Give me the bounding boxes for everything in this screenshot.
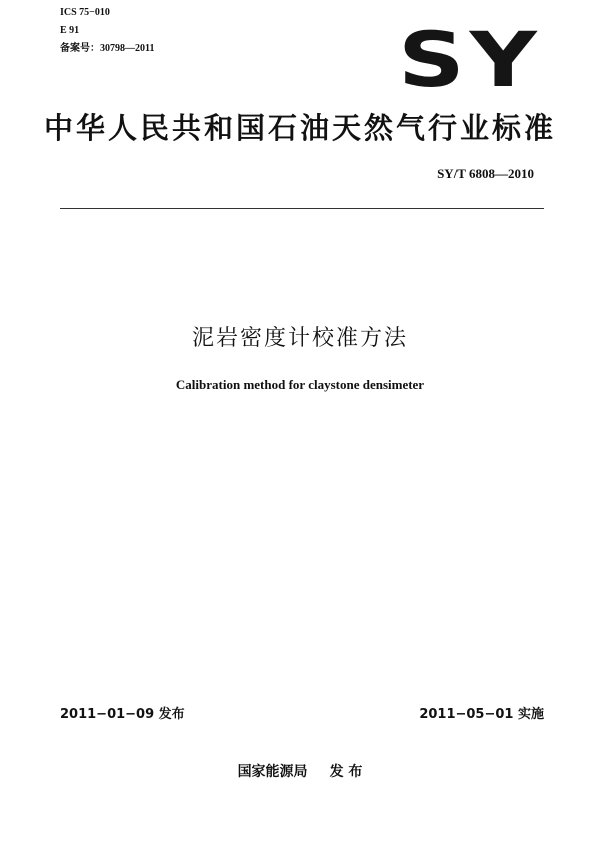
document-title: 泥岩密度计校准方法 bbox=[191, 326, 408, 351]
standard-number: SY/T 6808—2010 bbox=[437, 166, 534, 181]
classification-codes bbox=[60, 4, 154, 58]
issuing-authority bbox=[0, 762, 600, 782]
standard-category-title: 中华人民共和国石油天然气行业标准 bbox=[43, 111, 556, 145]
document-subtitle: Calibration method for claystone densimeter bbox=[175, 377, 425, 392]
record-number: 备案号：30798—2011 bbox=[60, 43, 155, 54]
header-divider bbox=[60, 208, 544, 209]
issue-date: 2011−01−09 发布 bbox=[60, 707, 185, 722]
issue-action: 发 布 bbox=[329, 764, 363, 780]
sy-logo: SY bbox=[398, 15, 542, 104]
issuer-name: 国家能源局 bbox=[237, 764, 308, 780]
ics-code: ICS 75−010 bbox=[60, 7, 110, 18]
implementation-date: 2011−05−01 实施 bbox=[419, 707, 544, 722]
ccs-code: E 91 bbox=[60, 25, 80, 36]
